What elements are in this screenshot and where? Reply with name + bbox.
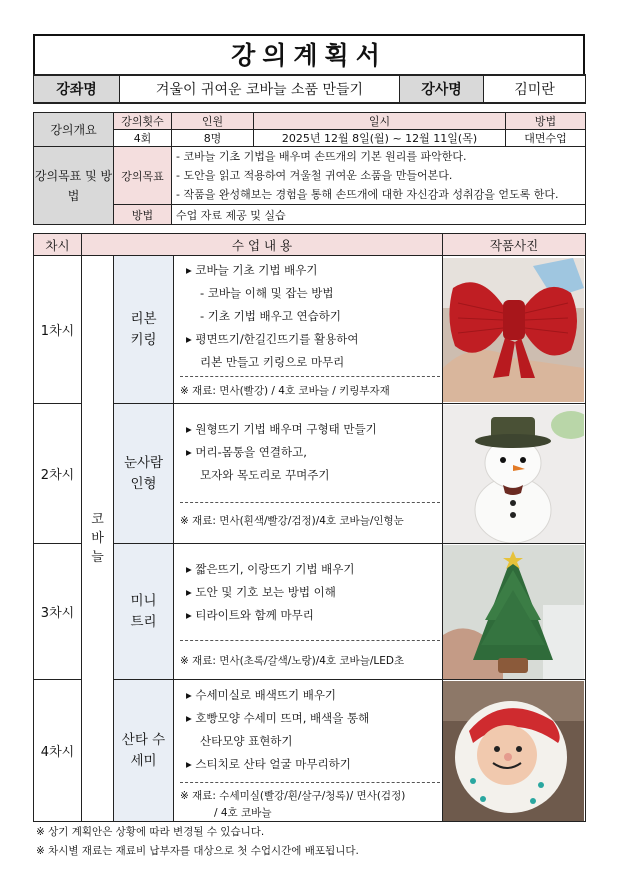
goal-line: - 도안을 읽고 적용하여 겨울철 귀여운 소품을 만들어본다. (176, 169, 453, 182)
schedule-header-session: 차시 (34, 234, 82, 256)
overview-header-sessions: 강의횟수 (114, 113, 172, 130)
goal-line: - 작품을 완성해보는 경험을 통해 손뜨개에 대한 자신감과 성취감을 얻도록 한다. (176, 188, 559, 201)
session-1-material: ※ 재료: 면사(빨강) / 4호 코바늘 / 키링부자재 (180, 376, 440, 400)
content-line: 모자와 목도리로 꾸며주기 (200, 468, 330, 482)
content-line: ▸ 도안 및 기호 보는 방법 이해 (186, 585, 336, 599)
schedule-header-photo: 작품사진 (443, 234, 586, 256)
content-line: ▸ 스티치로 산타 얼굴 마무리하기 (186, 757, 351, 771)
content-line: ▸ 머리-몸통을 연결하고, (186, 445, 307, 459)
material-line: / 4호 코바늘 (214, 807, 272, 819)
overview-header-date: 일시 (254, 113, 506, 130)
goal-line: - 코바늘 기초 기법을 배우며 손뜨개의 기본 원리를 파악한다. (176, 150, 467, 163)
session-3-topic: 미니 트리 (114, 544, 174, 680)
note-line: ※ 상기 계획안은 상황에 따라 변경될 수 있습니다. (36, 826, 265, 838)
session-1-label: 1차시 (34, 256, 82, 404)
mini-tree-photo (443, 545, 584, 679)
goals-label: 강의목표 및 방법 (34, 147, 114, 225)
session-3-photo (443, 544, 586, 680)
overview-label: 강의개요 (34, 113, 114, 147)
content-line: 리본 만들고 키링으로 마무리 (200, 355, 345, 369)
session-2-material: ※ 재료: 면사(흰색/빨강/검정)/4호 코바늘/인형눈 (180, 502, 440, 530)
session-2-content (174, 404, 443, 544)
instructor-label: 강사명 (400, 75, 484, 103)
overview-date: 2025년 12월 8일(월) ~ 12월 11일(목) (254, 130, 506, 147)
content-line: ▸ 수세미실로 배색뜨기 배우기 (186, 688, 337, 702)
schedule-header-content: 수 업 내 용 (82, 234, 443, 256)
session-3-content (174, 544, 443, 680)
overview-method: 대면수업 (506, 130, 586, 147)
session-2-label: 2차시 (34, 404, 82, 544)
session-4-content (174, 680, 443, 822)
session-4-topic: 산타 수세미 (114, 680, 174, 822)
session-3-material: ※ 재료: 면사(초록/갈색/노랑)/4호 코바늘/LED초 (180, 640, 440, 670)
overview-header-method: 방법 (506, 113, 586, 130)
course-name-label: 강좌명 (34, 75, 120, 103)
overview-people: 8명 (172, 130, 254, 147)
overview-table (33, 112, 586, 225)
goal-text (172, 147, 586, 205)
session-4-label: 4차시 (34, 680, 82, 822)
note-line: ※ 차시별 재료는 재료비 납부자를 대상으로 첫 수업시간에 배포됩니다. (36, 845, 359, 857)
session-4-photo (443, 680, 586, 822)
schedule-group (82, 256, 114, 822)
method-text: 수업 자료 제공 및 실습 (172, 205, 586, 225)
santa-scrubber-photo (443, 681, 584, 821)
content-line: 산타모양 표현하기 (200, 734, 293, 748)
schedule-table (33, 233, 586, 822)
material-line: ※ 재료: 수세미실(빨강/흰/살구/청록)/ 면사(검정) (180, 790, 406, 802)
session-2-topic: 눈사람 인형 (114, 404, 174, 544)
instructor-name: 김미란 (484, 75, 586, 103)
goal-label: 강의목표 (114, 147, 172, 205)
session-1-photo (443, 256, 586, 404)
session-2-photo (443, 404, 586, 544)
content-line: ▸ 코바늘 기초 기법 배우기 (186, 263, 318, 277)
red-ribbon-photo (443, 258, 584, 402)
session-3-label: 3차시 (34, 544, 82, 680)
group-label: 코바늘 (91, 512, 104, 565)
session-1-topic: 리본 키링 (114, 256, 174, 404)
content-line: ▸ 호빵모양 수세미 뜨며, 배색을 통해 (186, 711, 370, 725)
snowman-photo (443, 405, 584, 543)
overview-sessions: 4회 (114, 130, 172, 147)
content-line: ▸ 티라이트와 함께 마무리 (186, 608, 314, 622)
overview-header-people: 인원 (172, 113, 254, 130)
course-info-table (33, 74, 586, 104)
content-line: ▸ 평면뜨기/한길긴뜨기를 활용하여 (186, 332, 359, 346)
content-line: - 기초 기법 배우고 연습하기 (200, 309, 341, 323)
course-name: 겨울이 귀여운 코바늘 소품 만들기 (120, 75, 400, 103)
page-title: 강의계획서 (33, 34, 585, 74)
content-line: ▸ 원형뜨기 기법 배우며 구형태 만들기 (186, 422, 377, 436)
session-1-content (174, 256, 443, 404)
method-label: 방법 (114, 205, 172, 225)
content-line: - 코바늘 이해 및 잡는 방법 (200, 286, 334, 300)
content-line: ▸ 짧은뜨기, 이랑뜨기 기법 배우기 (186, 562, 355, 576)
session-4-material (180, 782, 440, 822)
